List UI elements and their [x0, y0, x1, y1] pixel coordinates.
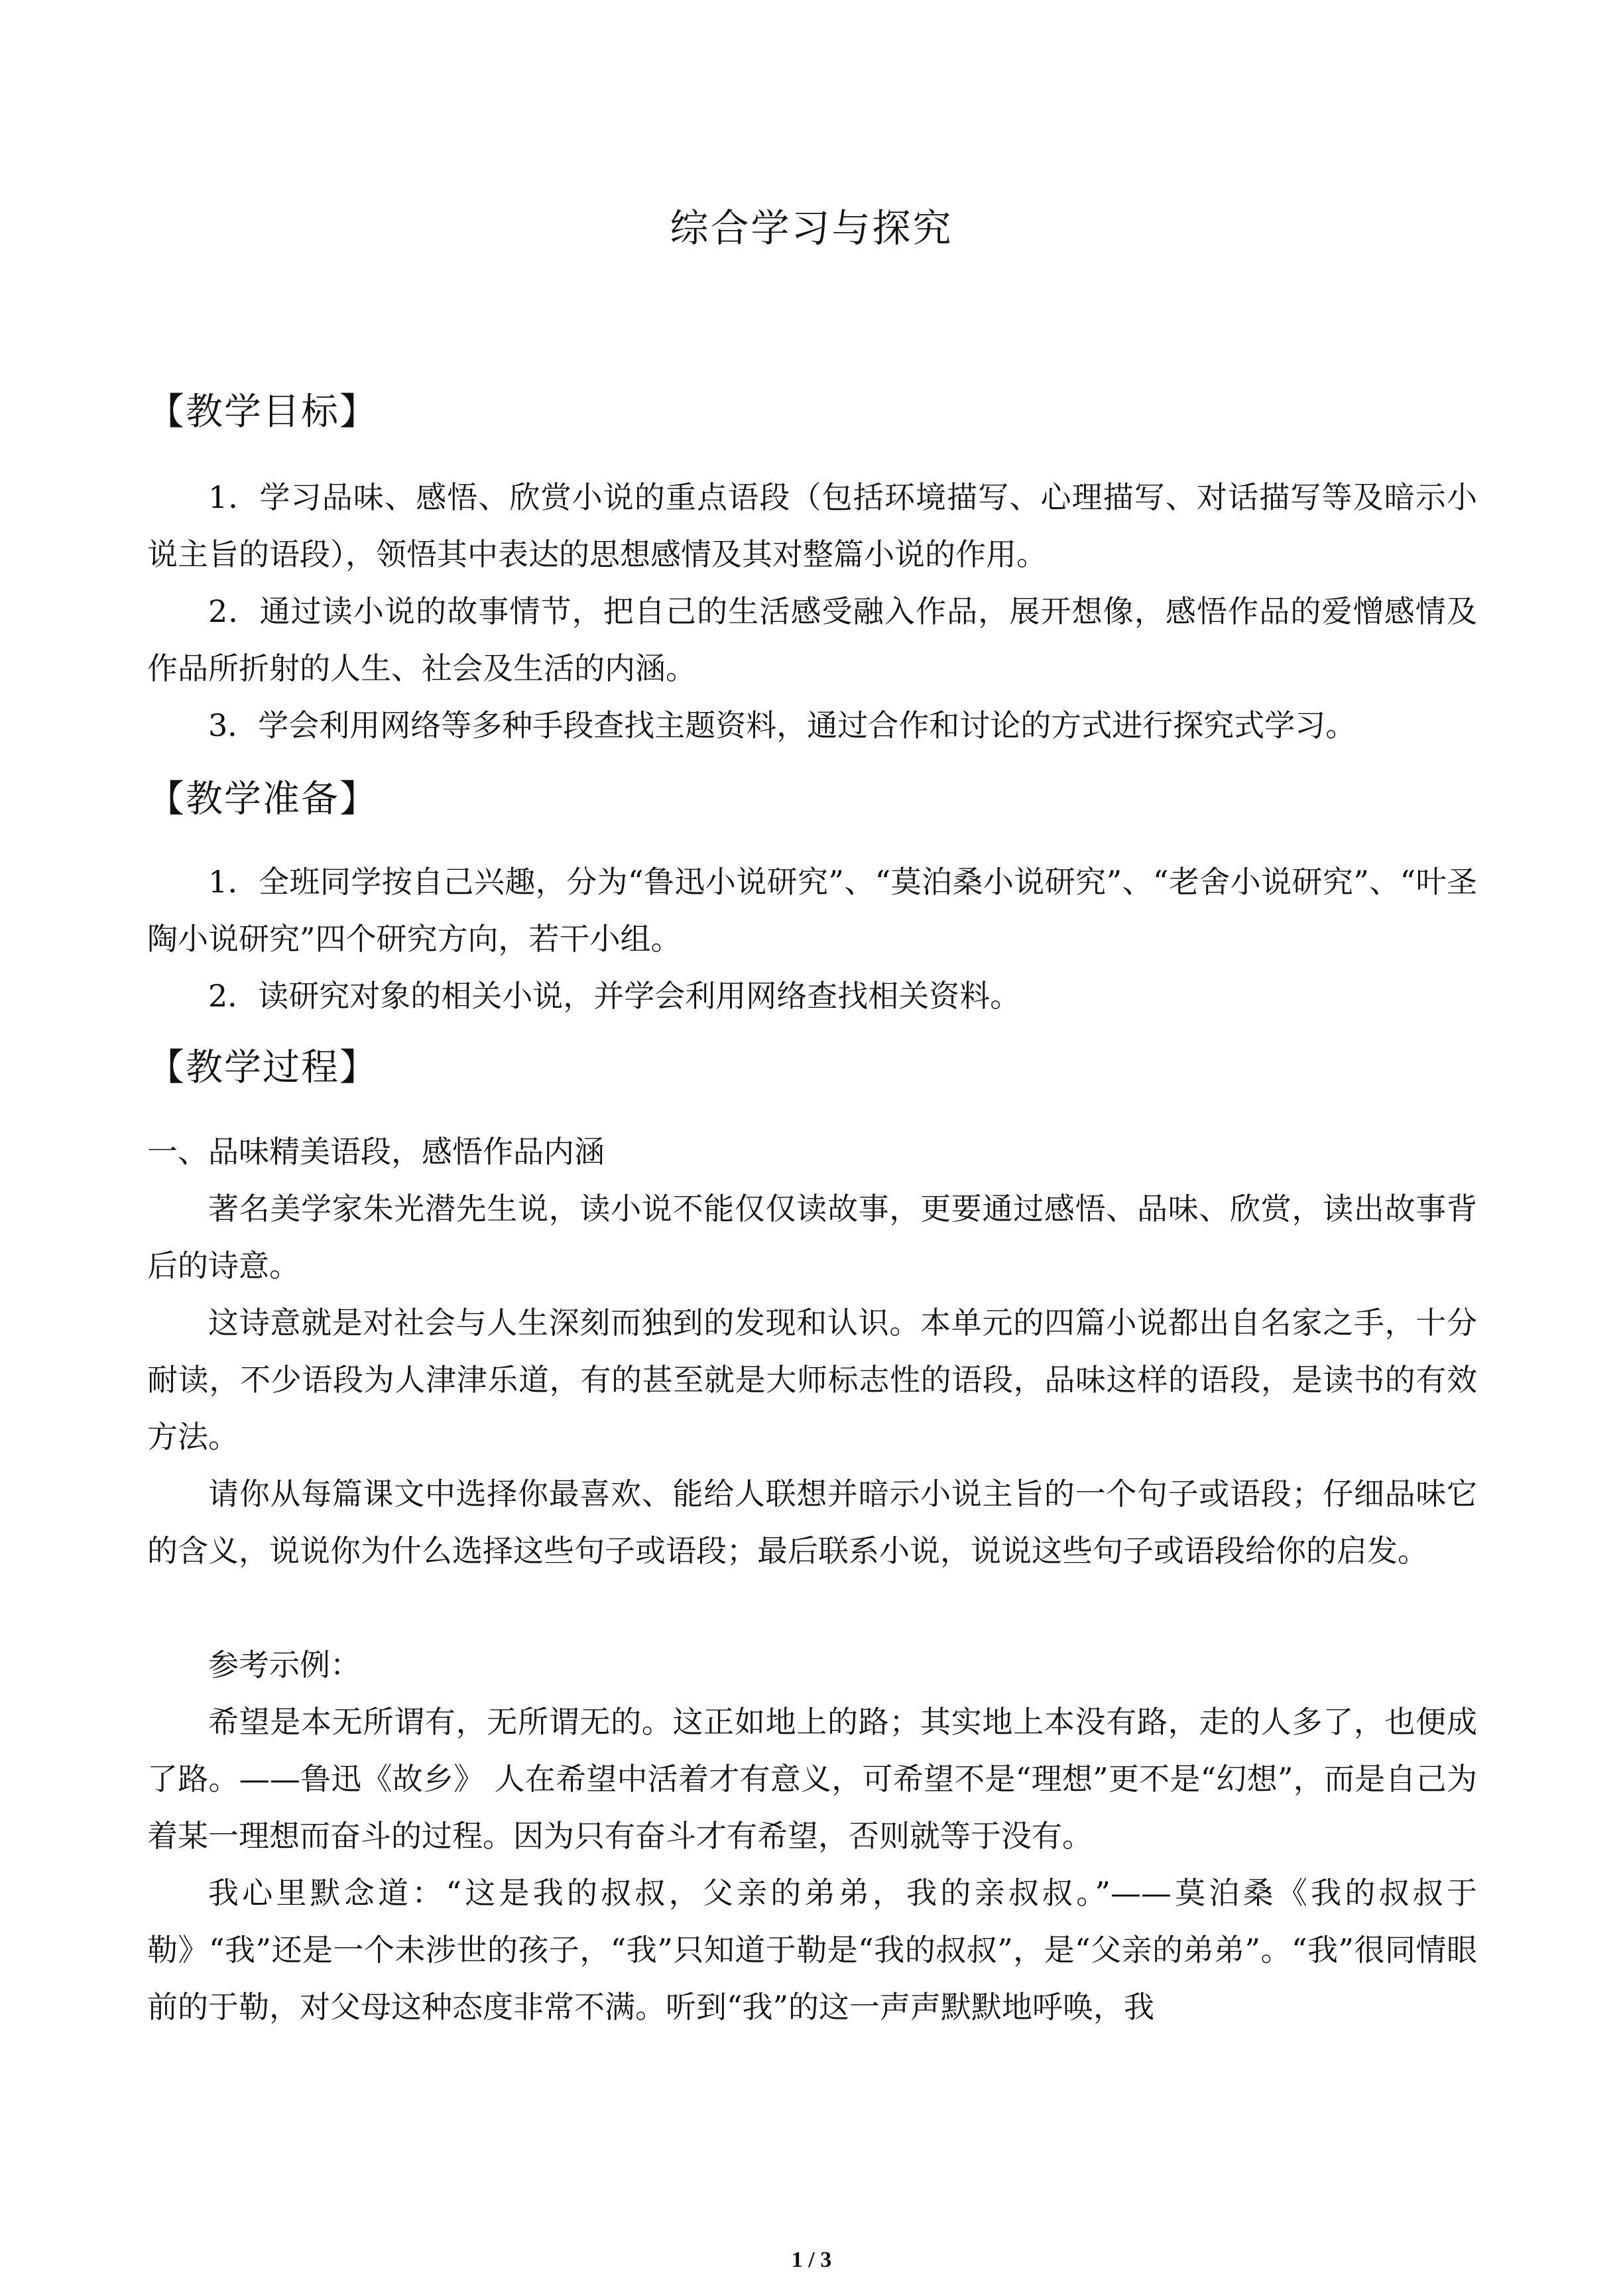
- process-heading: 【教学过程】: [147, 1046, 378, 1089]
- objective-item-1: 1．学习品味、感悟、欣赏小说的重点语段（包括环境描写、心理描写、对话描写等及暗示小说主旨的语段），领悟其中表达的思想感情及其对整篇小说的作用。: [147, 479, 1477, 572]
- process-paragraph-2: 这诗意就是对社会与人生深刻而独到的发现和认识。本单元的四篇小说都出自名家之手，十分耐读，不少语段为人津津乐道，有的甚至就是大师标志性的语段，品味这样的语段，是读书的有效方法。: [147, 1305, 1477, 1455]
- process-paragraph-1: 著名美学家朱光潜先生说，读小说不能仅仅读故事，更要通过感悟、品味、欣赏，读出故事背后的诗意。: [147, 1191, 1477, 1284]
- process-paragraph-example-1: 希望是本无所谓有，无所谓无的。这正如地上的路；其实地上本没有路，走的人多了，也便成了路。——鲁迅《故乡》 人在希望中活着才有意义，可希望不是“理想”更不是“幻想”，而是自己为着某一理想而奋斗的过程。因为只有奋斗才有希望，否则就等于没有。: [147, 1704, 1477, 1854]
- page-number: 1 / 3: [791, 2248, 832, 2272]
- process-paragraph-3: 请你从每篇课文中选择你最喜欢、能给人联想并暗示小说主旨的一个句子或语段；仔细品味它的含义，说说你为什么选择这些句子或语段；最后联系小说，说说这些句子或语段给你的启发。: [147, 1476, 1477, 1569]
- preparation-item-1: 1．全班同学按自己兴趣，分为“鲁迅小说研究”、“莫泊桑小说研究”、“老舍小说研究”、“叶圣陶小说研究”四个研究方向，若干小组。: [147, 864, 1477, 957]
- objectives-heading: 【教学目标】: [147, 391, 378, 434]
- process-subheading: 一、品味精美语段，感悟作品内涵: [147, 1134, 605, 1170]
- process-paragraph-example-2: 我心里默念道：“这是我的叔叔，父亲的弟弟，我的亲叔叔。”——莫泊桑《我的叔叔于勒》“我”还是一个未涉世的孩子，“我”只知道于勒是“我的叔叔”，是“父亲的弟弟”。“我”很同情眼前的于勒，对父母这种态度非常不满。听到“我”的这一声声默默地呼唤，我: [147, 1875, 1477, 2025]
- process-paragraph-example-label: 参考示例：: [208, 1647, 361, 1683]
- document-title: 综合学习与探究: [670, 206, 953, 251]
- preparation-heading: 【教学准备】: [147, 778, 378, 821]
- preparation-item-2: 2．读研究对象的相关小说，并学会利用网络查找相关资料。: [208, 978, 1021, 1014]
- objective-item-3: 3．学会利用网络等多种手段查找主题资料，通过合作和讨论的方式进行探究式学习。: [208, 707, 1356, 743]
- objective-item-2: 2．通过读小说的故事情节，把自己的生活感受融入作品，展开想像，感悟作品的爱憎感情及作品所折射的人生、社会及生活的内涵。: [147, 593, 1477, 686]
